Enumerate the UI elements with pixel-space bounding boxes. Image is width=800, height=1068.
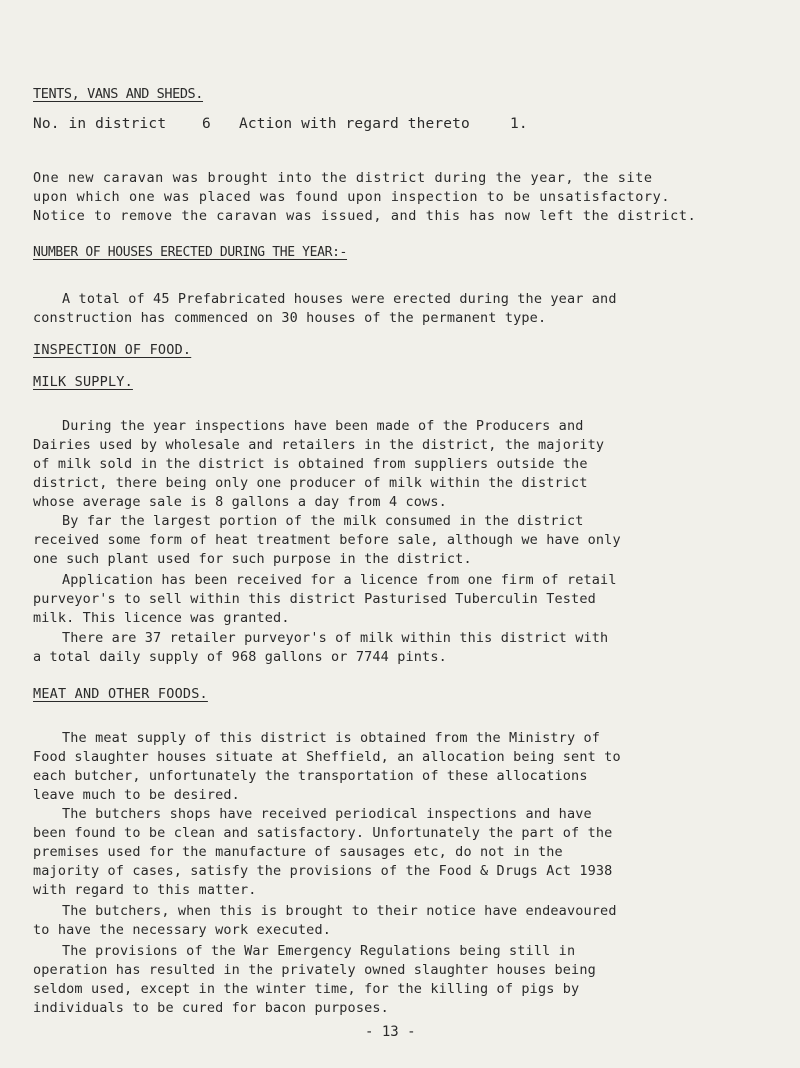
paragraph-line: milk. This licence was granted. [33,610,290,626]
paragraph-line: The butchers shops have received periodical inspections and have [62,806,592,822]
paragraph-line: The provisions of the War Emergency Regulations being still in [62,943,576,959]
paragraph-line: with regard to this matter. [33,882,257,898]
paragraph-line: individuals to be cured for bacon purposes. [33,1000,389,1016]
heading-meat-and-other-foods: MEAT AND OTHER FOODS. [33,686,208,702]
paragraph-line: to have the necessary work executed. [33,922,331,938]
paragraph-line: upon which one was placed was found upon inspection to be unsatisfactory. [33,189,671,205]
paragraph-line: Dairies used by wholesale and retailers in the district, the majority [33,437,605,453]
paragraph-line: construction has commenced on 30 houses of the permanent type. [33,310,547,326]
heading-tents-vans-sheds: TENTS, VANS AND SHEDS. [33,86,204,102]
action-value: 1. [510,116,528,132]
paragraph-line: During the year inspections have been made of the Producers and [62,418,584,434]
paragraph-line: A total of 45 Prefabricated houses were erected during the year and [62,291,617,307]
heading-milk-supply: MILK SUPPLY. [33,374,133,390]
paragraph-line: each butcher, unfortunately the transportation of these allocations [33,768,588,784]
paragraph-line: one such plant used for such purpose in the district. [33,551,472,567]
paragraph-line: The meat supply of this district is obtained from the Ministry of [62,730,601,746]
paragraph-line: premises used for the manufacture of sausages etc, do not in the [33,844,563,860]
paragraph-line: seldom used, except in the winter time, for the killing of pigs by [33,981,580,997]
paragraph-line: majority of cases, satisfy the provisions of the Food & Drugs Act 1938 [33,863,613,879]
paragraph-line: leave much to be desired. [33,787,240,803]
number-in-district-label: No. in district [33,116,167,132]
paragraph-line: purveyor's to sell within this district Pasturised Tuberculin Tested [33,591,596,607]
paragraph-line: By far the largest portion of the milk consumed in the district [62,513,584,529]
number-in-district-value: 6 [202,116,211,132]
paragraph-line: Notice to remove the caravan was issued, and this has now left the district. [33,208,697,224]
paragraph-line: district, there being only one producer of milk within the district [33,475,588,491]
heading-inspection-of-food: INSPECTION OF FOOD. [33,342,192,358]
paragraph-line: One new caravan was brought into the district during the year, the site [33,170,653,186]
paragraph-line: There are 37 retailer purveyor's of milk within this district with [62,630,609,646]
paragraph-line: been found to be clean and satisfactory. Unfortunately the part of the [33,825,613,841]
action-label: Action with regard thereto [239,116,470,132]
paragraph-line: Application has been received for a licence from one firm of retail [62,572,617,588]
paragraph-line: a total daily supply of 968 gallons or 7744 pints. [33,649,447,665]
heading-houses-erected: NUMBER OF HOUSES ERECTED DURING THE YEAR:- [33,245,348,260]
page-number: - 13 - [365,1024,416,1040]
paragraph-line: Food slaughter houses situate at Sheffield, an allocation being sent to [33,749,621,765]
paragraph-line: received some form of heat treatment before sale, although we have only [33,532,621,548]
paragraph-line: whose average sale is 8 gallons a day from 4 cows. [33,494,447,510]
paragraph-line: The butchers, when this is brought to their notice have endeavoured [62,903,617,919]
paragraph-line: operation has resulted in the privately owned slaughter houses being [33,962,596,978]
paragraph-line: of milk sold in the district is obtained from suppliers outside the [33,456,588,472]
